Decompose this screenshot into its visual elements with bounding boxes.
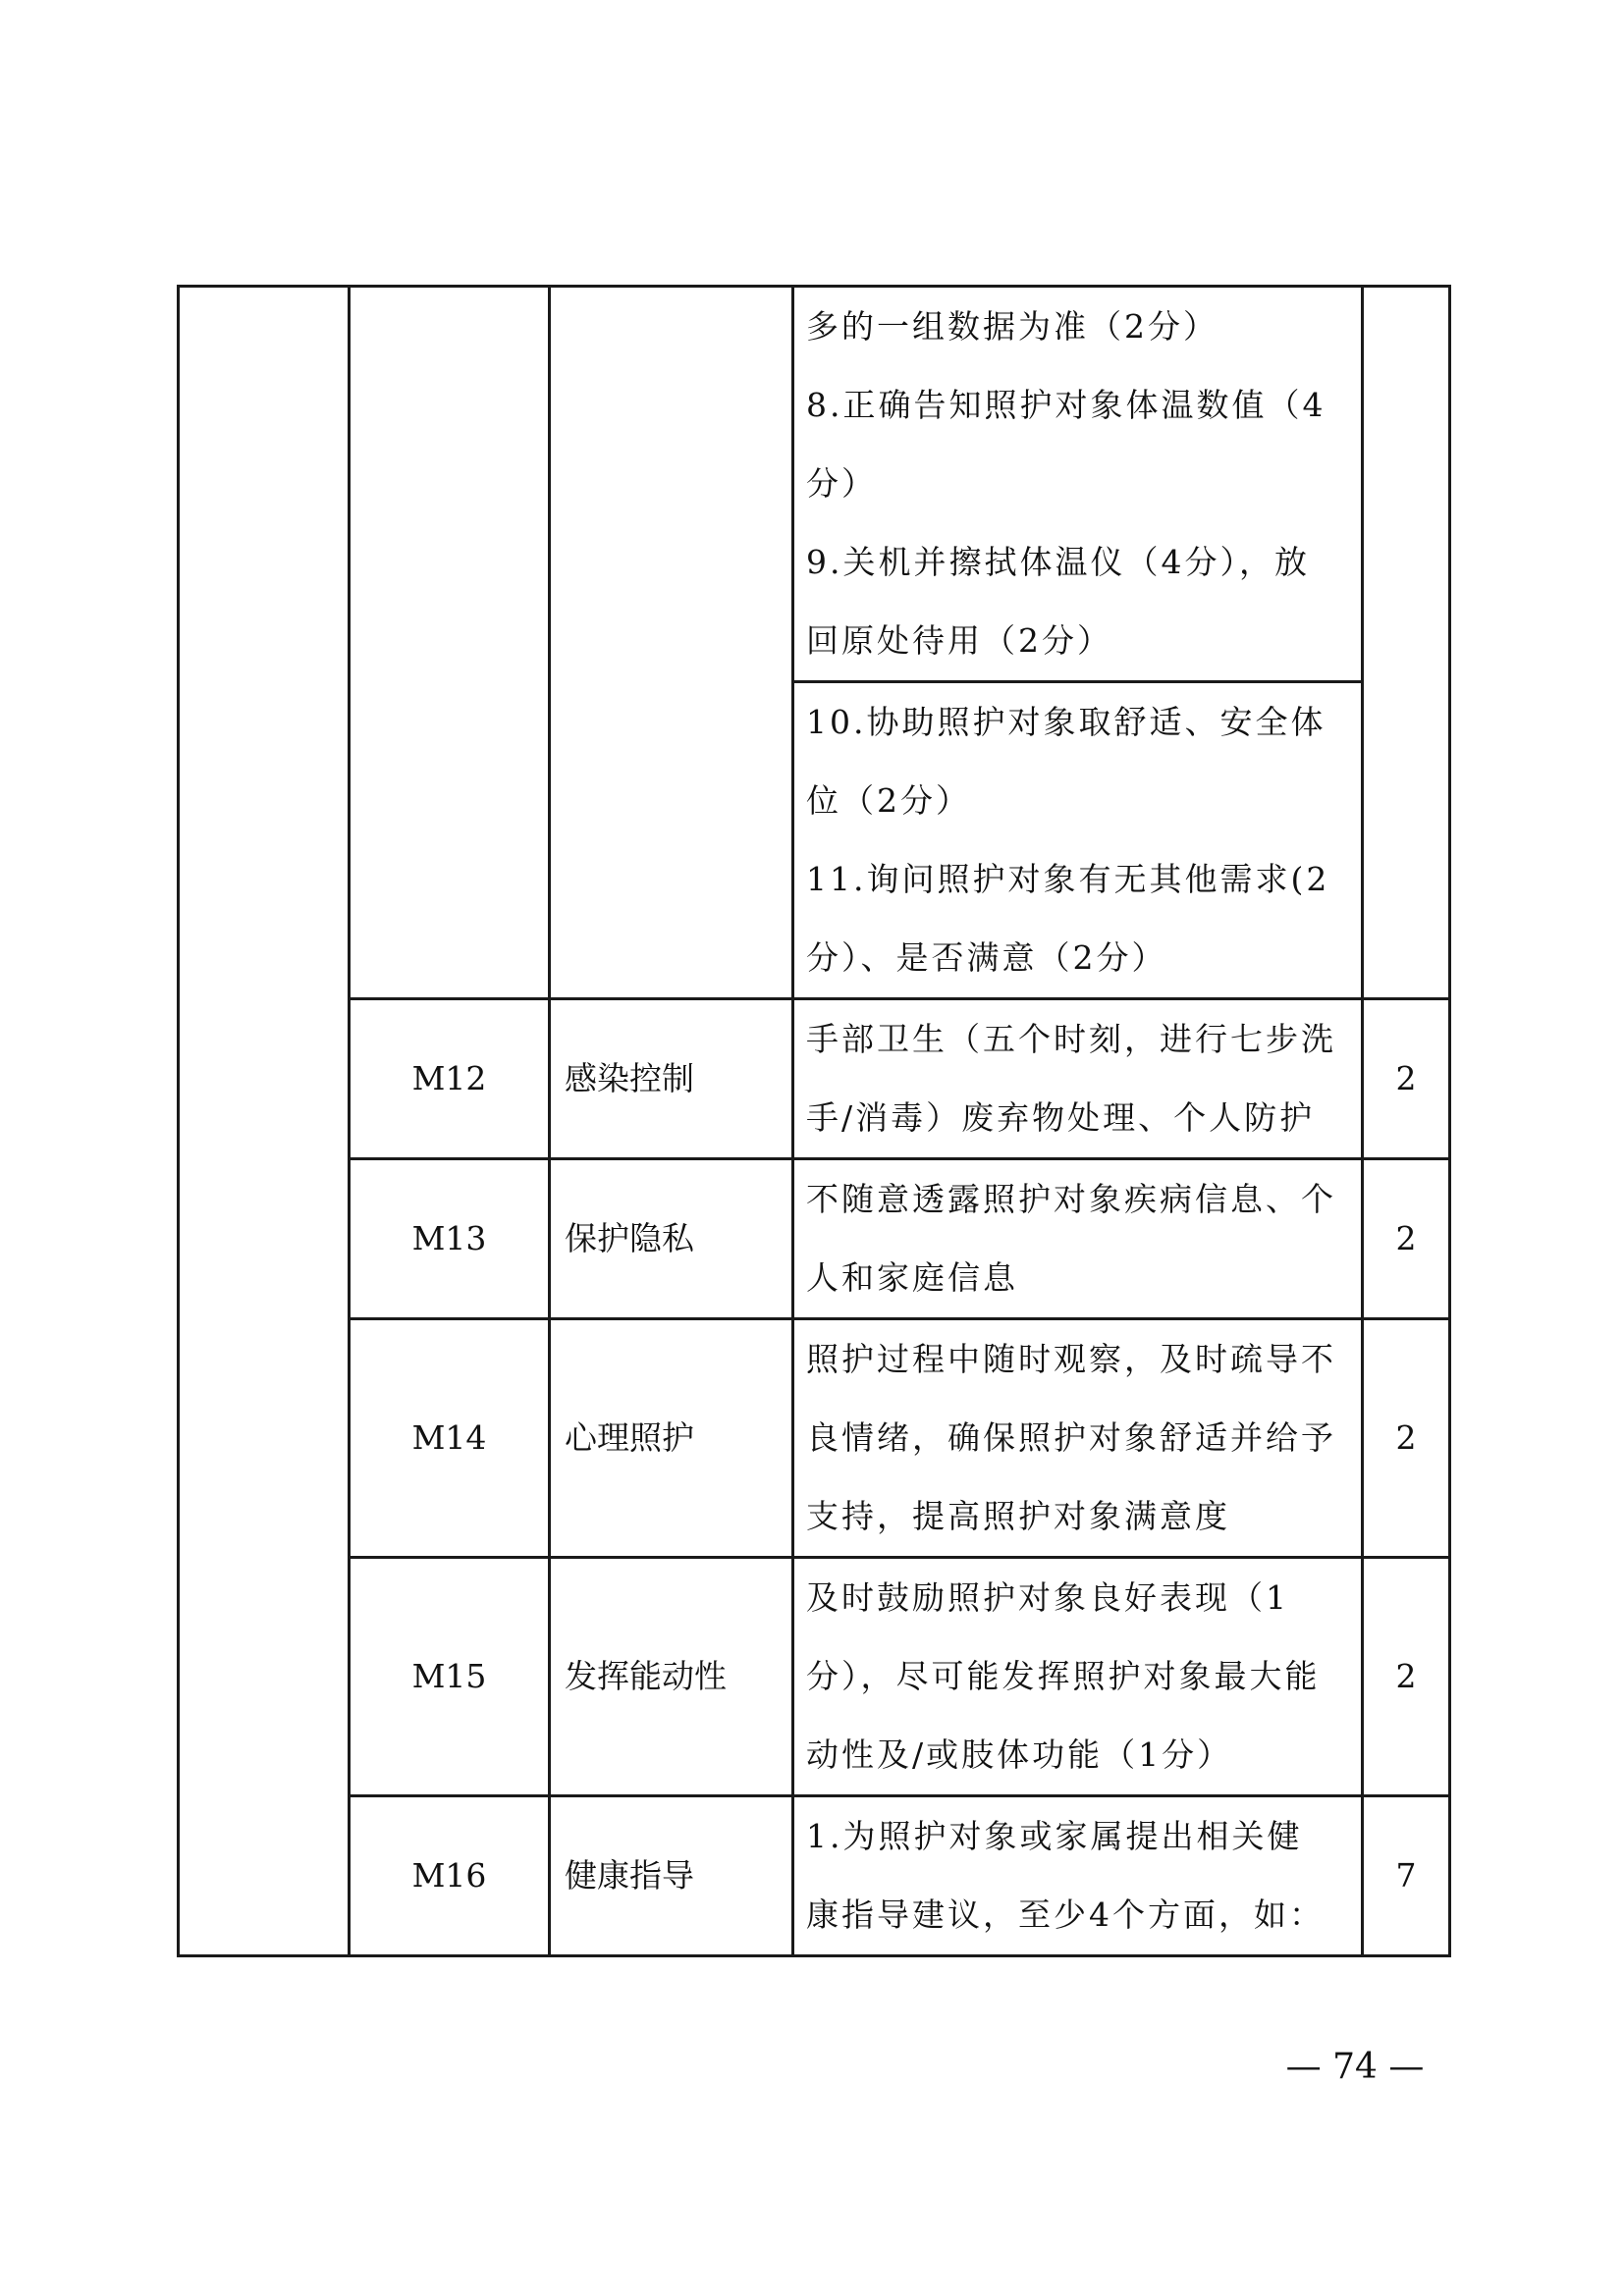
table-row	[179, 1796, 1450, 1956]
content-line: 照护过程中随时观察，及时疏导不	[806, 1340, 1336, 1378]
content-line: 分）、是否满意（2分）	[806, 938, 1167, 977]
code-cell-empty	[350, 287, 550, 999]
content-line: 1.为照护对象或家属提出相关健	[806, 1817, 1303, 1855]
content-cell	[793, 999, 1363, 1159]
item-name: 健康指导	[550, 1796, 793, 1956]
table-row	[179, 1159, 1450, 1319]
item-score: 7	[1363, 1796, 1450, 1956]
item-name: 发挥能动性	[550, 1558, 793, 1796]
item-score: 2	[1363, 1319, 1450, 1558]
table-row-continuation	[179, 287, 1450, 682]
content-line: 及时鼓励照护对象良好表现（1	[806, 1578, 1289, 1617]
item-code: M12	[350, 999, 550, 1159]
content-line: 分），尽可能发挥照护对象最大能	[806, 1657, 1321, 1695]
item-name: 心理照护	[550, 1319, 793, 1558]
content-cell	[793, 287, 1363, 682]
content-line: 8.正确告知照护对象体温数值（4	[806, 386, 1326, 424]
content-line: 良情绪，确保照护对象舒适并给予	[806, 1418, 1336, 1457]
content-line: 人和家庭信息	[806, 1258, 1018, 1297]
table-row	[179, 999, 1450, 1159]
content-line: 康指导建议，至少4个方面，如：	[806, 1896, 1325, 1934]
content-cell	[793, 682, 1363, 999]
page-number: — 74 —	[1285, 2047, 1425, 2087]
content-line: 9.关机并擦拭体温仪（4分），放	[806, 543, 1310, 581]
content-line: 动性及/或肢体功能（1分）	[806, 1735, 1233, 1774]
content-cell	[793, 1796, 1363, 1956]
item-code: M16	[350, 1796, 550, 1956]
content-line: 手/消毒）废弃物处理、个人防护	[806, 1098, 1316, 1137]
content-cell	[793, 1558, 1363, 1796]
content-line: 11.询问照护对象有无其他需求(2	[806, 860, 1330, 898]
content-line: 支持，提高照护对象满意度	[806, 1497, 1230, 1535]
content-line: 不随意透露照护对象疾病信息、个	[806, 1180, 1336, 1218]
scoring-table	[177, 285, 1451, 1957]
content-line: 回原处待用（2分）	[806, 621, 1112, 660]
content-line: 多的一组数据为准（2分）	[806, 307, 1218, 346]
item-score: 2	[1363, 999, 1450, 1159]
content-cell	[793, 1319, 1363, 1558]
table-row	[179, 1558, 1450, 1796]
content-cell	[793, 1159, 1363, 1319]
category-cell	[179, 287, 350, 1956]
item-code: M14	[350, 1319, 550, 1558]
item-code: M13	[350, 1159, 550, 1319]
content-line: 分）	[806, 464, 877, 503]
table-row	[179, 1319, 1450, 1558]
item-name: 保护隐私	[550, 1159, 793, 1319]
content-line: 10.协助照护对象取舒适、安全体	[806, 703, 1326, 741]
content-line: 手部卫生（五个时刻，进行七步洗	[806, 1020, 1336, 1058]
name-cell-empty	[550, 287, 793, 999]
item-name: 感染控制	[550, 999, 793, 1159]
score-cell-empty	[1363, 287, 1450, 999]
item-score: 2	[1363, 1558, 1450, 1796]
item-code: M15	[350, 1558, 550, 1796]
content-line: 位（2分）	[806, 781, 971, 820]
item-score: 2	[1363, 1159, 1450, 1319]
